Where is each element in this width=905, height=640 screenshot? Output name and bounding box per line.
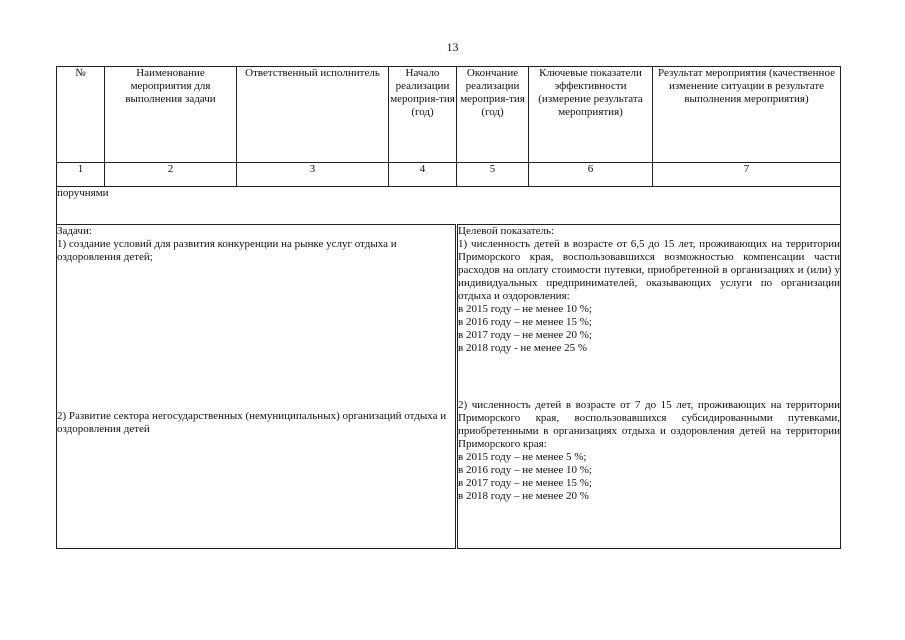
indicator-2-year: в 2015 году – не менее 5 %;: [458, 451, 587, 463]
indicator-1-year: в 2016 году – не менее 15 %;: [458, 316, 592, 328]
tasks-cell: [57, 225, 457, 549]
header-cell-start-year: Начало реализации мероприя-тия (год): [389, 67, 457, 163]
indicator-1-year: в 2017 году – не менее 20 %;: [458, 329, 592, 341]
task-2: 2) Развитие сектора негосударственных (немуниципальных) организаций отдыха и оздоровления детей: [57, 410, 447, 435]
indicators-cell: [457, 225, 841, 549]
column-numbers-row: [57, 163, 841, 187]
header-cell-number: №: [57, 67, 105, 163]
column-number: 5: [457, 163, 529, 187]
column-number: 6: [529, 163, 653, 187]
indicator-2-year: в 2017 году – не менее 15 %;: [458, 477, 592, 489]
page-number: 13: [446, 40, 459, 54]
column-number: 1: [57, 163, 105, 187]
indicator-1-text: 1) численность детей в возрасте от 6,5 до 15 лет, проживающих на территории Приморского края, воспользовавшихся возможностью компенсации части расходов на оплату стоимости путевки, приобретенной в организациях и (или) у индивидуальных предпринимателей, оказывающих услуги по организации отдыха и оздоровления:: [458, 238, 840, 302]
measures-table: [56, 66, 841, 549]
indicator-2-year: в 2016 году – не менее 10 %;: [458, 464, 592, 476]
indicator-2-year: в 2018 году – не менее 20 %: [458, 490, 589, 502]
continuation-row: [57, 187, 841, 225]
column-number: 7: [653, 163, 841, 187]
header-row: [57, 67, 841, 163]
tasks-heading: Задачи:: [57, 225, 92, 237]
column-number: 4: [389, 163, 457, 187]
indicator-1-year: в 2015 году – не менее 10 %;: [458, 303, 592, 315]
column-number: 2: [105, 163, 237, 187]
header-cell-executor: Ответственный исполнитель: [237, 67, 389, 163]
indicator-1-year: в 2018 году - не менее 25 %: [458, 342, 588, 354]
indicator-2-text: 2) численность детей в возрасте от 7 до 15 лет, проживающих на территории Приморского края, воспользовавшихся субсидированными путевками, приобретенными в организациях отдыха и оздоровления детей на территории Приморского края:: [458, 399, 840, 450]
header-cell-end-year: Окончание реализации мероприя-тия (год): [457, 67, 529, 163]
task-1: 1) создание условий для развития конкуренции на рынке услуг отдыха и оздоровления детей;: [57, 238, 397, 263]
header-cell-measure-name: Наименование мероприятия для выполнения задачи: [105, 67, 237, 163]
header-cell-kpi: Ключевые показатели эффективности (измерение результата мероприятия): [529, 67, 653, 163]
tasks-indicators-row: [57, 225, 841, 549]
header-cell-result: Результат мероприятия (качественное изменение ситуации в результате выполнения мероприятия): [653, 67, 841, 163]
continuation-text: поручнями: [57, 187, 841, 225]
indicators-heading: Целевой показатель:: [458, 225, 555, 237]
column-number: 3: [237, 163, 389, 187]
